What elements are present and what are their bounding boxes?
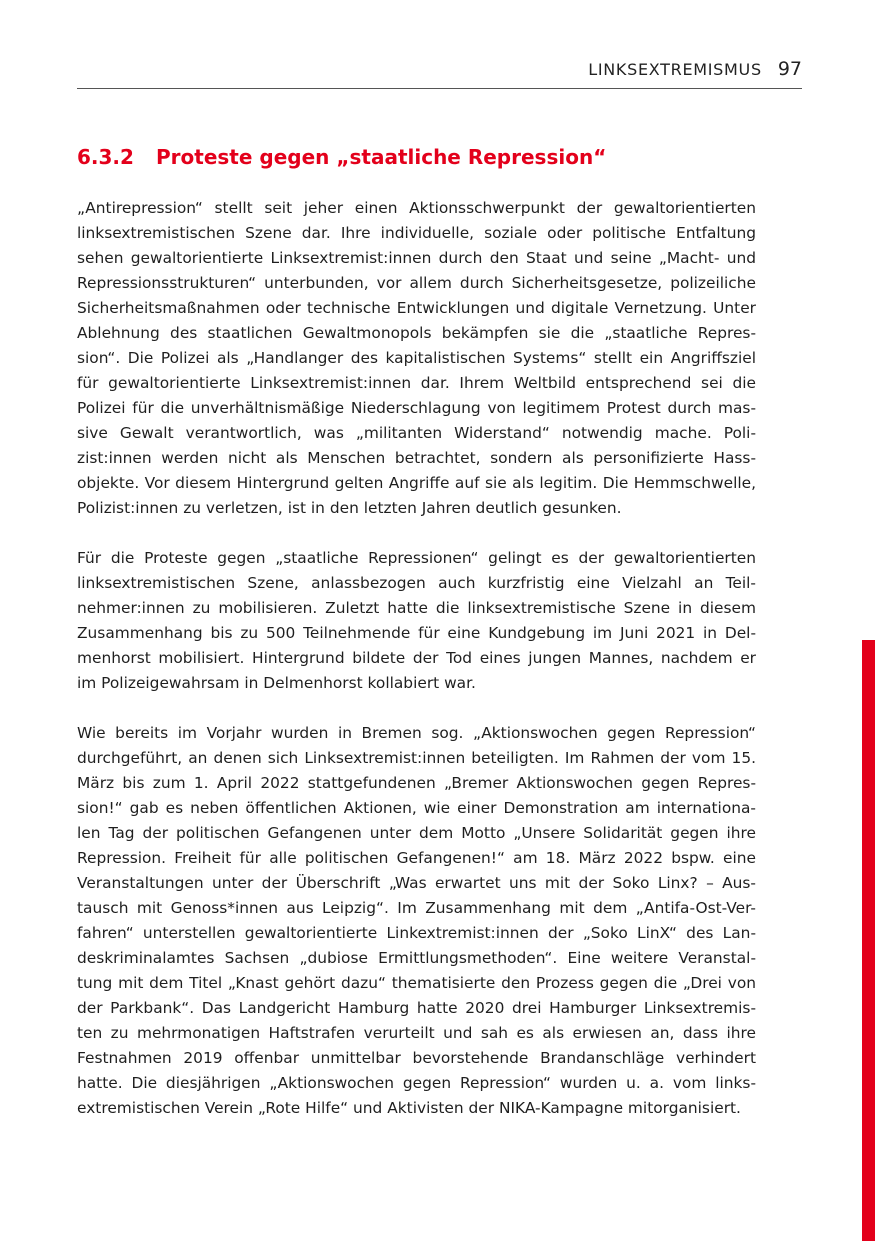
text-line: hatte. Die diesjährigen „Aktionswochen gegen Repression“ wurden u. a. vom links- bbox=[77, 1074, 756, 1092]
text-line: objekte. Vor diesem Hintergrund gelten Angriffe auf sie als legitim. Die Hemmschwelle, bbox=[77, 474, 756, 492]
text-line: fahren“ unterstellen gewaltorientierte Linkextremist:innen der „Soko LinX“ des Lan- bbox=[77, 924, 756, 942]
text-line: Polizist:innen zu verletzen, ist in den letzten Jahren deutlich gesunken. bbox=[77, 499, 622, 517]
text-line: Veranstaltungen unter der Überschrift „Was erwartet uns mit der Soko Linx? – Aus- bbox=[77, 874, 756, 892]
page-number: 97 bbox=[777, 58, 802, 80]
header-rule bbox=[77, 88, 802, 89]
section-title: Proteste gegen „staatliche Repression“ bbox=[156, 145, 607, 169]
text-line: sion!“ gab es neben öffentlichen Aktionen, wie einer Demonstration am internationa- bbox=[77, 799, 756, 817]
text-line: im Polizeigewahrsam in Delmenhorst kollabiert war. bbox=[77, 674, 476, 692]
text-line: zist:innen werden nicht als Menschen betrachtet, sondern als personifizierte Hass- bbox=[77, 449, 756, 467]
chapter-marker-bar bbox=[862, 640, 875, 1241]
text-line: linksextremistischen Szene, anlassbezogen auch kurzfristig eine Vielzahl an Teil- bbox=[77, 574, 756, 592]
text-line: Ablehnung des staatlichen Gewaltmonopols bekämpfen sie die „staatliche Repres- bbox=[77, 324, 756, 342]
text-line: menhorst mobilisiert. Hintergrund bildete der Tod eines jungen Mannes, nachdem er bbox=[77, 649, 756, 667]
text-line: Polizei für die unverhältnismäßige Niederschlagung von legitimem Protest durch mas- bbox=[77, 399, 756, 417]
text-line: sion“. Die Polizei als „Handlanger des kapitalistischen Systems“ stellt ein Angriffsziel bbox=[77, 349, 756, 367]
text-line: März bis zum 1. April 2022 stattgefundenen „Bremer Aktionswochen gegen Repres- bbox=[77, 774, 756, 792]
text-line: „Antirepression“ stellt seit jeher einen Aktionsschwerpunkt der gewaltorientierten bbox=[77, 199, 756, 217]
body-text bbox=[77, 196, 756, 1146]
text-line: Sicherheitsmaßnahmen oder technische Entwicklungen und digitale Vernetzung. Unter bbox=[77, 299, 756, 317]
text-line: len Tag der politischen Gefangenen unter dem Motto „Unsere Solidarität gegen ihre bbox=[77, 824, 756, 842]
text-line: der Parkbank“. Das Landgericht Hamburg hatte 2020 drei Hamburger Linksextremis- bbox=[77, 999, 756, 1017]
running-header bbox=[588, 58, 802, 80]
text-line: sehen gewaltorientierte Linksextremist:innen durch den Staat und seine „Macht- und bbox=[77, 249, 756, 267]
text-line: extremistischen Verein „Rote Hilfe“ und Aktivisten der NIKA-Kampagne mitorganisiert. bbox=[77, 1099, 741, 1117]
text-line: Für die Proteste gegen „staatliche Repressionen“ gelingt es der gewaltorientierten bbox=[77, 549, 756, 567]
section-heading bbox=[77, 145, 606, 169]
text-line: Zusammenhang bis zu 500 Teilnehmende für eine Kundgebung im Juni 2021 in Del- bbox=[77, 624, 756, 642]
paragraph-3 bbox=[77, 721, 756, 1121]
text-line: Repressionsstrukturen“ unterbunden, vor allem durch Sicherheitsgesetze, polizeiliche bbox=[77, 274, 756, 292]
text-line: deskriminalamtes Sachsen „dubiose Ermittlungsmethoden“. Eine weitere Veranstal- bbox=[77, 949, 756, 967]
text-line: Repression. Freiheit für alle politischen Gefangenen!“ am 18. März 2022 bspw. eine bbox=[77, 849, 756, 867]
paragraph-2 bbox=[77, 546, 756, 696]
text-line: linksextremistischen Szene dar. Ihre individuelle, soziale oder politische Entfaltung bbox=[77, 224, 756, 242]
text-line: Festnahmen 2019 offenbar unmittelbar bevorstehende Brandanschläge verhindert bbox=[77, 1049, 756, 1067]
text-line: sive Gewalt verantwortlich, was „militanten Widerstand“ notwendig mache. Poli- bbox=[77, 424, 756, 442]
text-line: tung mit dem Titel „Knast gehört dazu“ thematisierte den Prozess gegen die „Drei von bbox=[77, 974, 756, 992]
text-line: nehmer:innen zu mobilisieren. Zuletzt hatte die linksextremistische Szene in diesem bbox=[77, 599, 756, 617]
running-title: LINKSEXTREMISMUS bbox=[588, 60, 762, 79]
text-line: Wie bereits im Vorjahr wurden in Bremen sog. „Aktionswochen gegen Repression“ bbox=[77, 724, 756, 742]
paragraph-1 bbox=[77, 196, 756, 521]
text-line: durchgeführt, an denen sich Linksextremist:innen beteiligten. Im Rahmen der vom 15. bbox=[77, 749, 756, 767]
text-line: für gewaltorientierte Linksextremist:innen dar. Ihrem Weltbild entsprechend sei die bbox=[77, 374, 756, 392]
section-number: 6.3.2 bbox=[77, 145, 134, 169]
text-line: tausch mit Genoss*innen aus Leipzig“. Im Zusammenhang mit dem „Antifa-Ost-Ver- bbox=[77, 899, 756, 917]
text-line: ten zu mehrmonatigen Haftstrafen verurteilt und sah es als erwiesen an, dass ihre bbox=[77, 1024, 756, 1042]
